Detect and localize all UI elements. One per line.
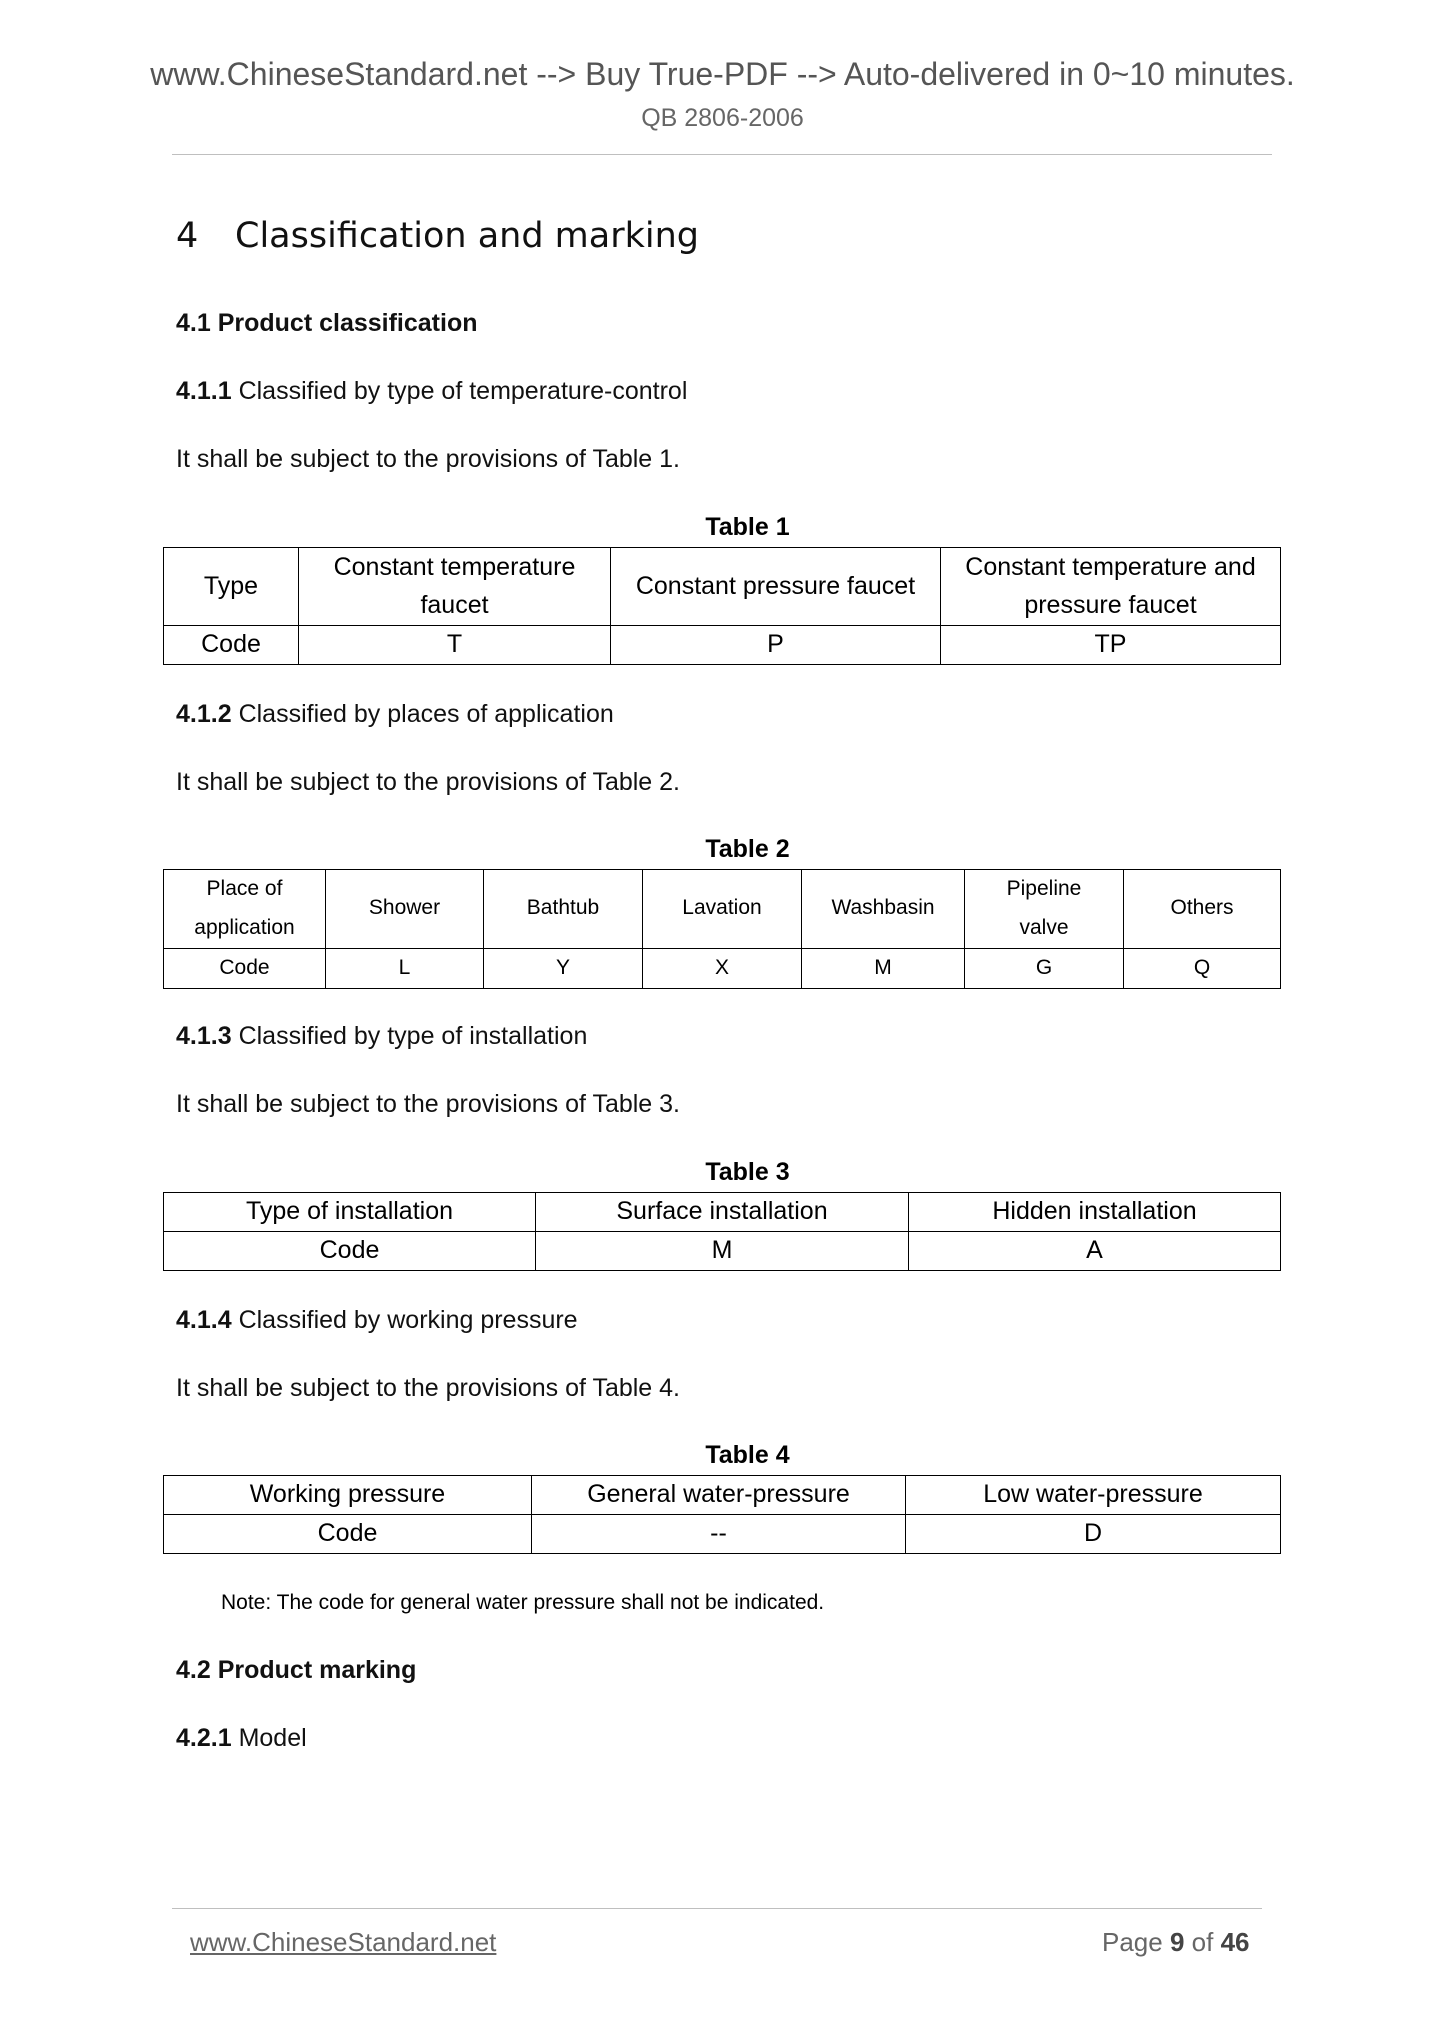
section-heading — [176, 216, 699, 256]
clause-title: Classified by places of application — [238, 700, 614, 728]
table-cell: Shower — [326, 870, 484, 949]
standard-number: QB 2806-2006 — [641, 104, 804, 132]
table-cell: Code — [164, 626, 299, 665]
clause-4-1-3-text: It shall be subject to the provisions of Table 3. — [176, 1090, 681, 1118]
subsection-4-1-heading — [176, 309, 478, 338]
clause-number: 4.1.4 — [176, 1306, 232, 1334]
footer-divider — [172, 1908, 1262, 1909]
subsection-4-1-title: 4.1 Product classification — [176, 309, 478, 337]
subsection-4-2-title: 4.2 Product marking — [176, 1656, 417, 1684]
table4 — [163, 1475, 1281, 1554]
total-pages: 46 — [1220, 1927, 1250, 1957]
table-cell: -- — [532, 1515, 906, 1554]
clause-4-1-3-heading — [176, 1022, 587, 1051]
table4-caption: Table 4 — [705, 1441, 790, 1469]
table-cell: Washbasin — [802, 870, 965, 949]
clause-title: Classified by type of installation — [238, 1022, 588, 1050]
table-row — [164, 1476, 1281, 1515]
table-cell: M — [536, 1232, 909, 1271]
current-page: 9 — [1169, 1927, 1185, 1957]
table-cell: Pipeline valve — [965, 870, 1124, 949]
table-cell: Constant temperature faucet — [299, 548, 611, 626]
table-cell: Others — [1124, 870, 1281, 949]
table-cell: General water-pressure — [532, 1476, 906, 1515]
table-row — [164, 626, 1281, 665]
clause-number: 4.1.2 — [176, 700, 232, 728]
table4-note: Note: The code for general water pressure shall not be indicated. — [221, 1591, 825, 1614]
table-cell: X — [643, 948, 802, 988]
footer-site-link[interactable]: www.ChineseStandard.net — [190, 1927, 497, 1957]
clause-title: Classified by working pressure — [238, 1306, 578, 1334]
table-cell: Q — [1124, 948, 1281, 988]
clause-4-2-1-heading — [176, 1724, 307, 1753]
table-cell: Type of installation — [164, 1193, 536, 1232]
table-cell: T — [299, 626, 611, 665]
table-cell: M — [802, 948, 965, 988]
table-row — [164, 1232, 1281, 1271]
clause-4-1-2-text: It shall be subject to the provisions of Table 2. — [176, 768, 681, 796]
clause-4-1-4-text: It shall be subject to the provisions of Table 4. — [176, 1374, 681, 1402]
table-cell: G — [965, 948, 1124, 988]
clause-number: 4.2.1 — [176, 1724, 232, 1752]
clause-4-1-1-text: It shall be subject to the provisions of Table 1. — [176, 445, 681, 473]
table3-caption: Table 3 — [705, 1158, 790, 1186]
table-cell: Code — [164, 1515, 532, 1554]
table1 — [163, 547, 1281, 665]
clause-number: 4.1.3 — [176, 1022, 232, 1050]
table-row — [164, 1193, 1281, 1232]
subsection-4-2-heading — [176, 1656, 416, 1685]
table-cell: Constant pressure faucet — [611, 548, 941, 626]
table-row — [164, 948, 1281, 988]
page-label: Page — [1102, 1927, 1163, 1957]
clause-title: Classified by type of temperature-control — [238, 377, 688, 405]
table-cell: Place of application — [164, 870, 326, 949]
table-row — [164, 870, 1281, 949]
clause-number: 4.1.1 — [176, 377, 232, 405]
of-label: of — [1191, 1927, 1214, 1957]
table-row — [164, 548, 1281, 626]
table-cell: Type — [164, 548, 299, 626]
clause-title: Model — [238, 1724, 307, 1752]
table1-caption: Table 1 — [705, 513, 790, 541]
section-number: 4 — [176, 216, 199, 256]
table-cell: Surface installation — [536, 1193, 909, 1232]
table-cell: Lavation — [643, 870, 802, 949]
header-banner: www.ChineseStandard.net --> Buy True-PDF --> Auto-delivered in 0~10 minutes. — [150, 56, 1295, 92]
table-cell: P — [611, 626, 941, 665]
section-title: Classification and marking — [235, 216, 700, 256]
table-cell: Working pressure — [164, 1476, 532, 1515]
table-cell: Hidden installation — [909, 1193, 1281, 1232]
table-cell: TP — [941, 626, 1281, 665]
table3 — [163, 1192, 1281, 1271]
clause-4-1-1-heading — [176, 377, 687, 406]
clause-4-1-2-heading — [176, 700, 614, 729]
table2-caption: Table 2 — [705, 835, 790, 863]
table-cell: Code — [164, 948, 326, 988]
table-cell: Y — [484, 948, 643, 988]
table-cell: A — [909, 1232, 1281, 1271]
clause-4-1-4-heading — [176, 1306, 578, 1335]
header-divider — [172, 154, 1272, 155]
table-cell: D — [906, 1515, 1281, 1554]
page-indicator — [1102, 1927, 1250, 1958]
table-cell: Low water-pressure — [906, 1476, 1281, 1515]
table-cell: L — [326, 948, 484, 988]
table-cell: Bathtub — [484, 870, 643, 949]
table2 — [163, 869, 1281, 989]
table-cell: Constant temperature and pressure faucet — [941, 548, 1281, 626]
table-row — [164, 1515, 1281, 1554]
table-cell: Code — [164, 1232, 536, 1271]
